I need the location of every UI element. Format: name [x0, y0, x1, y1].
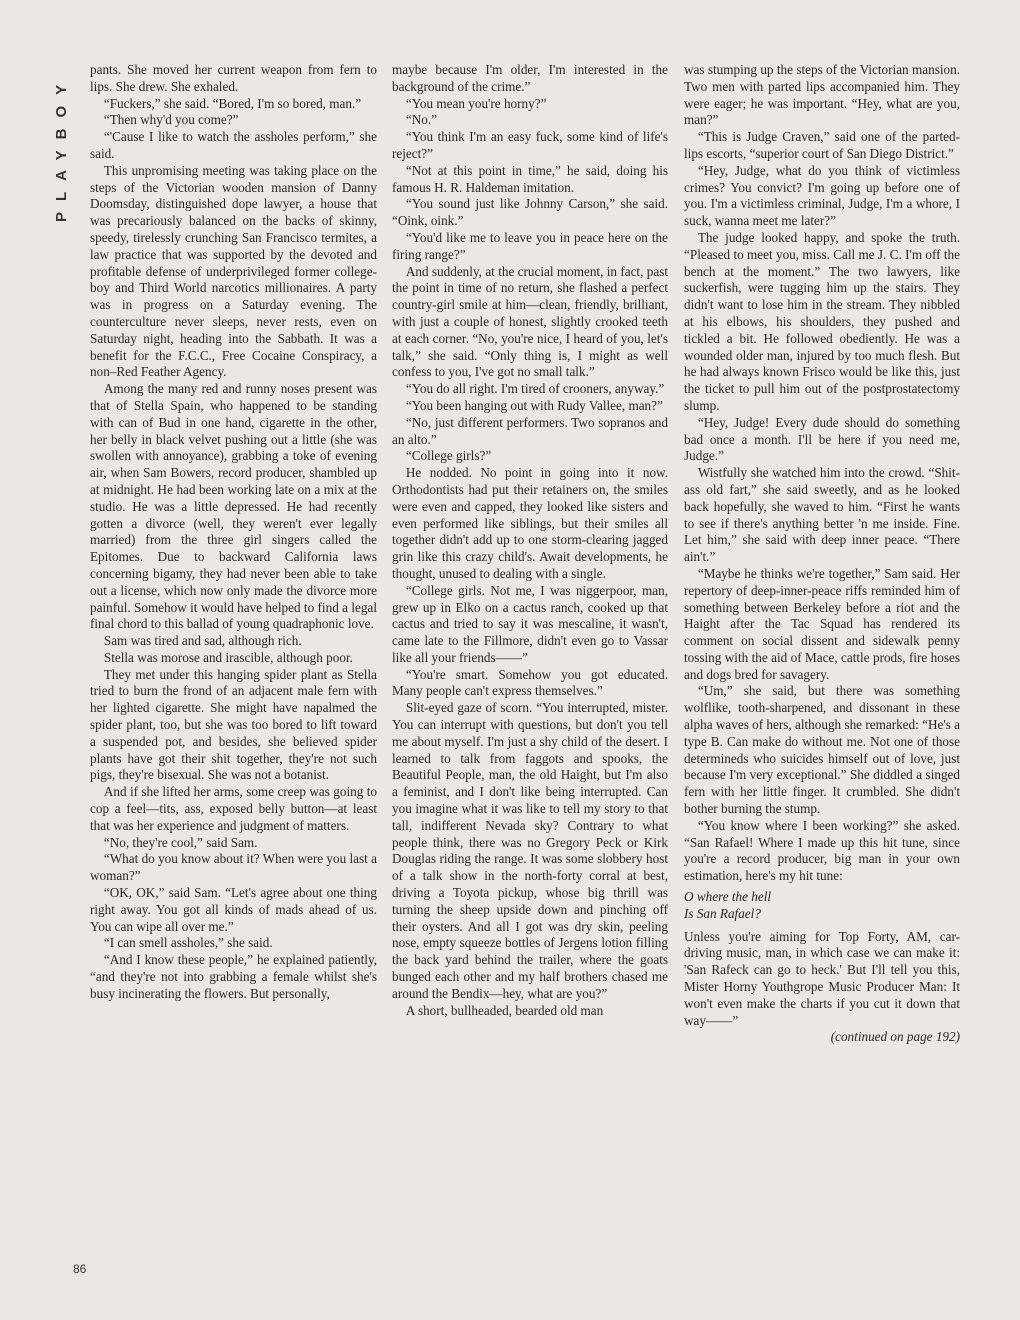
paragraph: “What do you know about it? When were you last a woman?” — [90, 851, 377, 884]
page-number: 86 — [73, 1262, 87, 1276]
paragraph: “OK, OK,” said Sam. “Let's agree about one thing right away. You got all kinds of mads ahead of us. You can wipe all over me.” — [90, 885, 377, 934]
paragraph: Sam was tired and sad, although rich. — [103, 633, 302, 649]
paragraph: And suddenly, at the crucial moment, in fact, past the point in time of no return, she flashed a perfect country-girl smile at him—clean, friendly, brilliant, with just a couple of honest, slightly crooked teeth at each corner. “No, you're nice, I heard of you, let's talk,” she said. “Only thing is, I might as well confess to you, I've got no small talk.” — [392, 263, 668, 380]
paragraph: maybe because I'm older, I'm interested in the background of the crime.” — [392, 62, 668, 94]
paragraph: “You're smart. Somehow you got educated. Many people can't express themselves.” — [392, 666, 668, 699]
paragraph: pants. She moved her current weapon from fern to lips. She drew. She exhaled. — [90, 62, 377, 94]
paragraph: “Fuckers,” she said. “Bored, I'm so bored, man.” — [103, 95, 362, 111]
paragraph: “Not at this point in time,” he said, doing his famous H. R. Haldeman imitation. — [392, 162, 668, 195]
masthead: PLAYBOY — [53, 73, 70, 222]
paragraph: Wistfully she watched him into the crowd. “Shit-ass old fart,” she said sweetly, and as he looked back hopefully, she waved to him. “First he wants to see if there's anything better 'n me inside. Fine. Let him,” she said with deep inner peace. “There ain't.” — [684, 465, 960, 565]
song-lyric — [684, 889, 960, 923]
paragraph: “Maybe he thinks we're together,” Sam said. Her repertory of deep-inner-peace riffs reminded him of something between Berkeley before a riot and the Haight after the Tac Squad has rendered its comment on social dissent and sidewalk penny tossing with the aid of Mace, cattle prods, fire hoses and dogs bred for savagery. — [684, 565, 960, 682]
paragraph: “You'd like me to leave you in peace here on the firing range?” — [392, 229, 668, 262]
paragraph: This unpromising meeting was taking place on the steps of the Victorian wooden mansion of Danny Doomsday, distinguished dope lawyer, a house that was precariously balanced on the backs of skinny, speedy, tirelessly crunching San Francisco termites, a law practice that was supported by the devoted and profitable defense of underprivileged former college-boy and Third World narcotics millionaires. A party was in progress on a Saturday evening. The counterculture never sleeps, never rests, even on Saturday night, heading into the Sabbath. It was a benefit for the F.C.C., Free Cocaine Conspiracy, a non–Red Feather Agency. — [90, 162, 377, 380]
paragraph: “Then why'd you come?” — [103, 112, 239, 128]
paragraph: “You sound just like Johnny Carson,” she said. “Oink, oink.” — [392, 196, 668, 229]
paragraph: “You think I'm an easy fuck, some kind of life's reject?” — [392, 129, 668, 161]
paragraph: He nodded. No point in going into it now. Orthodontists had put their retainers on, the smiles were even and capped, they looked like sisters and even performed like siblings, but their smiles all together didn't add up to one storm-clearing jagged grin like this crazy child's. Await developments, he thought, unused to dealing with a single. — [392, 465, 668, 581]
paragraph: “Um,” she said, but there was something wolflike, tooth-sharpened, and dissonant in these alpha waves of hers, although she remarked: “He's a type B. Can make do without me. Not one of those determineds who suicides himself out of love, just because I'm very exceptional.” She diddled a singed fern with her little finger. It crumbled. She didn't bother burning the stump. — [684, 683, 960, 817]
paragraph: “No.” — [405, 112, 437, 128]
paragraph: Stella was morose and irascible, although poor. — [103, 649, 353, 665]
paragraph: A short, bullheaded, bearded old man — [405, 1002, 604, 1018]
continued-line: (continued on page 192) — [830, 1029, 960, 1045]
paragraph: “Hey, Judge! Every dude should do something bad once a month. I'll be here if you need me, Judge.” — [684, 414, 960, 464]
column-1 — [90, 62, 377, 1272]
paragraph: And if she lifted her arms, some creep was going to cop a feel—tits, ass, exposed belly button—at least that was her experience and judgment of matters. — [90, 784, 377, 833]
paragraph: The judge looked happy, and spoke the truth. “Pleased to meet you, miss. Call me J. C. I'm off the bench at the moment.” The two lawyers, like suckerfish, were tugging him up the stairs. They didn't want to lose him in the stream. They nibbled at his elbows, his shoulders, they pushed and tickled a bit. He followed obediently. He was a wounded older man, injured by too much flesh. But he had always known Frisco would be like this, just the ticket to pull him out of the postprostatectomy slump. — [684, 229, 960, 413]
lyric-line: O where the hell — [684, 889, 772, 905]
column-3 — [684, 62, 960, 1272]
paragraph: “Hey, Judge, what do you think of victimless crimes? You convict? I'm going up before one of you. I'm a victimless criminal, Judge, I'm a whore, I suck, wanna meet me later?” — [684, 162, 960, 229]
paragraph: “College girls. Not me, I was niggerpoor, man, grew up in Elko on a cactus ranch, cooked up that cactus and tried to say it was mescaline, it wasn't, came late to the Fillmore, didn't even go to Vassar like all your friends——” — [392, 582, 668, 665]
paragraph: was stumping up the steps of the Victorian mansion. Two men with parted lips accompanied him. They were eager; he was important. “Hey, what are you, man?” — [684, 62, 960, 128]
paragraph: “You mean you're horny?” — [405, 95, 547, 111]
paragraph: “No, just different performers. Two sopranos and an alto.” — [392, 414, 668, 447]
paragraph: Unless you're aiming for Top Forty, AM, car-driving music, man, in which case we can make it: 'San Rafeck can go to heck.' But I'll tell you this, Mister Horny Youthgrope Music Producer Man: It won't even make the charts if you cut it down that way——” — [684, 928, 960, 1028]
paragraph: “I can smell assholes,” she said. — [103, 935, 273, 951]
paragraph: “And I know these people,” he explained patiently, “and they're not into grabbing a female whilst she's busy incinerating the flowers. But personally, — [90, 952, 377, 1001]
column-2 — [392, 62, 668, 1272]
paragraph: Among the many red and runny noses present was that of Stella Spain, who happened to be standing with can of Bud in one hand, cigarette in the other, her belly in black velvet pushing out a little (she was swollen with annoyance), grabbing a toke of evening air, when Sam Bowers, record producer, shambled up at midnight. He had been working late on a mix at the studio. He was a little depressed. He had recently gotten a divorce (well, they weren't ever legally married) from the three girl singers called the Epitomes. Due to backward California laws concerning bigamy, they had never been able to take out a license, which now only made the divorce more painful. Somehow it would have helped to find a legal final chord to this ballad of young quadraphonic love. — [90, 381, 377, 632]
paragraph: “You been hanging out with Rudy Vallee, man?” — [405, 397, 663, 413]
paragraph: “This is Judge Craven,” said one of the parted-lips escorts, “superior court of San Diego District.” — [684, 129, 960, 161]
paragraph: “College girls?” — [405, 448, 492, 464]
paragraph: “No, they're cool,” said Sam. — [103, 834, 258, 850]
paragraph: “You do all right. I'm tired of crooners, anyway.” — [405, 381, 665, 397]
paragraph: “You know where I been working?” she asked. “San Rafael! Where I made up this hit tune, since you're a record producer, big man in your own estimation, here's my hit tune: — [684, 817, 960, 884]
paragraph: “'Cause I like to watch the assholes perform,” she said. — [90, 129, 377, 161]
paragraph: They met under this hanging spider plant as Stella tried to burn the frond of an adjacent male fern with her lighted cigarette. She might have napalmed the spider plant, too, but she was too bored to lift toward a suspended pot, and besides, she believed spider plants have got their shit together, they're not such pigs, they're bisexual. She was not a botanist. — [90, 666, 377, 783]
paragraph: Slit-eyed gaze of scorn. “You interrupted, mister. You can interrupt with questions, but don't you tell me about myself. I'm just a shy child of the desert. I learned to talk from faggots and spooks, the Beautiful People, man, the old Haight, but I'm also a feminist, and I don't like being interrupted. Can you imagine what it was like to tell my story to that tall, indifferent Nevada sky? Contrary to what people think, there was no Gregory Peck or Kirk Douglas riding the range. It was some slobbery host of a talk show in the north-forty corral at best, driving a Toyota pickup, whose big thrill was turning the sheep upside down and pinching off their oysters. And all I got was dry skin, peeling nose, empty squeeze bottles of Jergens lotion filling the back yard behind the trailer, where the goats bunged each other and my half brothers chased me around the Bendix—hey, what are you?” — [392, 700, 668, 1001]
lyric-line: Is San Rafael? — [684, 905, 761, 921]
